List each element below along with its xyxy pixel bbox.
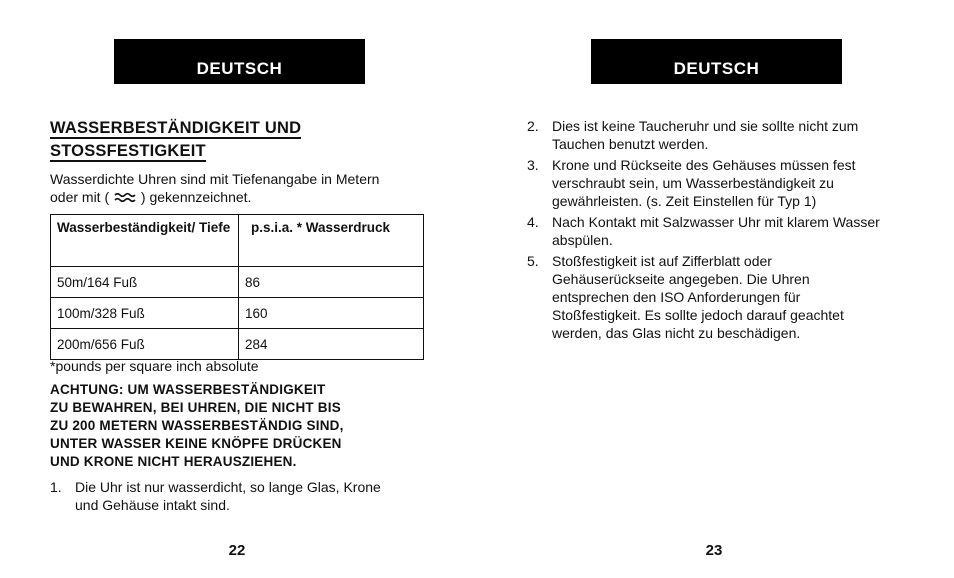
list-item-number: 2. xyxy=(527,118,539,134)
section-title-line2: STOSSFESTIGKEIT xyxy=(50,142,206,160)
table-row xyxy=(51,329,424,360)
table-cell: 86 xyxy=(239,267,424,298)
table-cell: 200m/656 Fuß xyxy=(51,329,239,360)
list-item-number: 4. xyxy=(527,214,539,230)
numbered-list xyxy=(50,478,390,517)
table-header-pressure: p.s.i.a. * Wasserdruck xyxy=(239,215,424,267)
table-cell: 284 xyxy=(239,329,424,360)
right-page xyxy=(477,0,954,578)
warning-line: UND KRONE NICHT HERAUSZIEHEN. xyxy=(50,454,297,469)
page-number: 23 xyxy=(705,542,723,559)
table-row xyxy=(51,267,424,298)
table-header-depth: Wasserbeständigkeit/ Tiefe xyxy=(51,215,239,267)
list-item xyxy=(527,156,887,210)
list-item-number: 5. xyxy=(527,253,539,269)
list-item xyxy=(50,478,390,514)
table-row xyxy=(51,298,424,329)
list-item-text: Dies ist keine Taucheruhr und sie sollte nicht zum Tauchen benutzt werden. xyxy=(552,118,859,152)
warning-line: ACHTUNG: UM WASSERBESTÄNDIGKEIT xyxy=(50,382,326,397)
table-cell: 50m/164 Fuß xyxy=(51,267,239,298)
warning-notice xyxy=(50,381,400,471)
table-cell: 160 xyxy=(239,298,424,329)
water-wave-icon xyxy=(114,190,136,208)
list-item xyxy=(527,252,887,342)
section-title xyxy=(50,117,380,163)
list-item xyxy=(527,213,887,249)
warning-line: ZU 200 METERN WASSERBESTÄNDIG SIND, xyxy=(50,418,344,433)
intro-prefix: oder mit ( xyxy=(50,189,110,205)
intro-suffix: ) gekennzeichnet. xyxy=(140,189,252,205)
water-resistance-table xyxy=(50,214,424,360)
list-item-text: Die Uhr ist nur wasserdicht, so lange Glas, Krone und Gehäuse intakt sind. xyxy=(75,479,381,513)
footnote: *pounds per square inch absolute xyxy=(50,358,259,374)
language-header: DEUTSCH xyxy=(591,39,842,84)
page-number: 22 xyxy=(228,542,246,559)
table-header-row xyxy=(51,215,424,267)
list-item-text: Nach Kontakt mit Salzwasser Uhr mit klarem Wasser abspülen. xyxy=(552,214,880,248)
table-cell: 100m/328 Fuß xyxy=(51,298,239,329)
section-title-line1: WASSERBESTÄNDIGKEIT UND xyxy=(50,119,302,137)
language-header: DEUTSCH xyxy=(114,39,365,84)
list-item-text: Stoßfestigkeit ist auf Zifferblatt oder Gehäuserückseite angegeben. Die Uhren entsprechen den ISO Anforderungen für Stoßfestigkeit. Es sollte jedoch darauf geachtet werden, das Glas nicht zu beschädigen. xyxy=(552,253,844,341)
intro-line1: Wasserdichte Uhren sind mit Tiefenangabe in Metern xyxy=(50,171,380,187)
list-item-number: 1. xyxy=(50,479,62,495)
list-item-number: 3. xyxy=(527,157,539,173)
intro-text xyxy=(50,170,430,208)
numbered-list xyxy=(527,117,887,345)
warning-line: UNTER WASSER KEINE KNÖPFE DRÜCKEN xyxy=(50,436,342,451)
warning-line: ZU BEWAHREN, BEI UHREN, DIE NICHT BIS xyxy=(50,400,341,415)
list-item xyxy=(527,117,887,153)
list-item-text: Krone und Rückseite des Gehäuses müssen fest verschraubt sein, um Wasserbeständigkeit zu gewährleisten. (s. Zeit Einstellen für Typ 1) xyxy=(552,157,856,209)
